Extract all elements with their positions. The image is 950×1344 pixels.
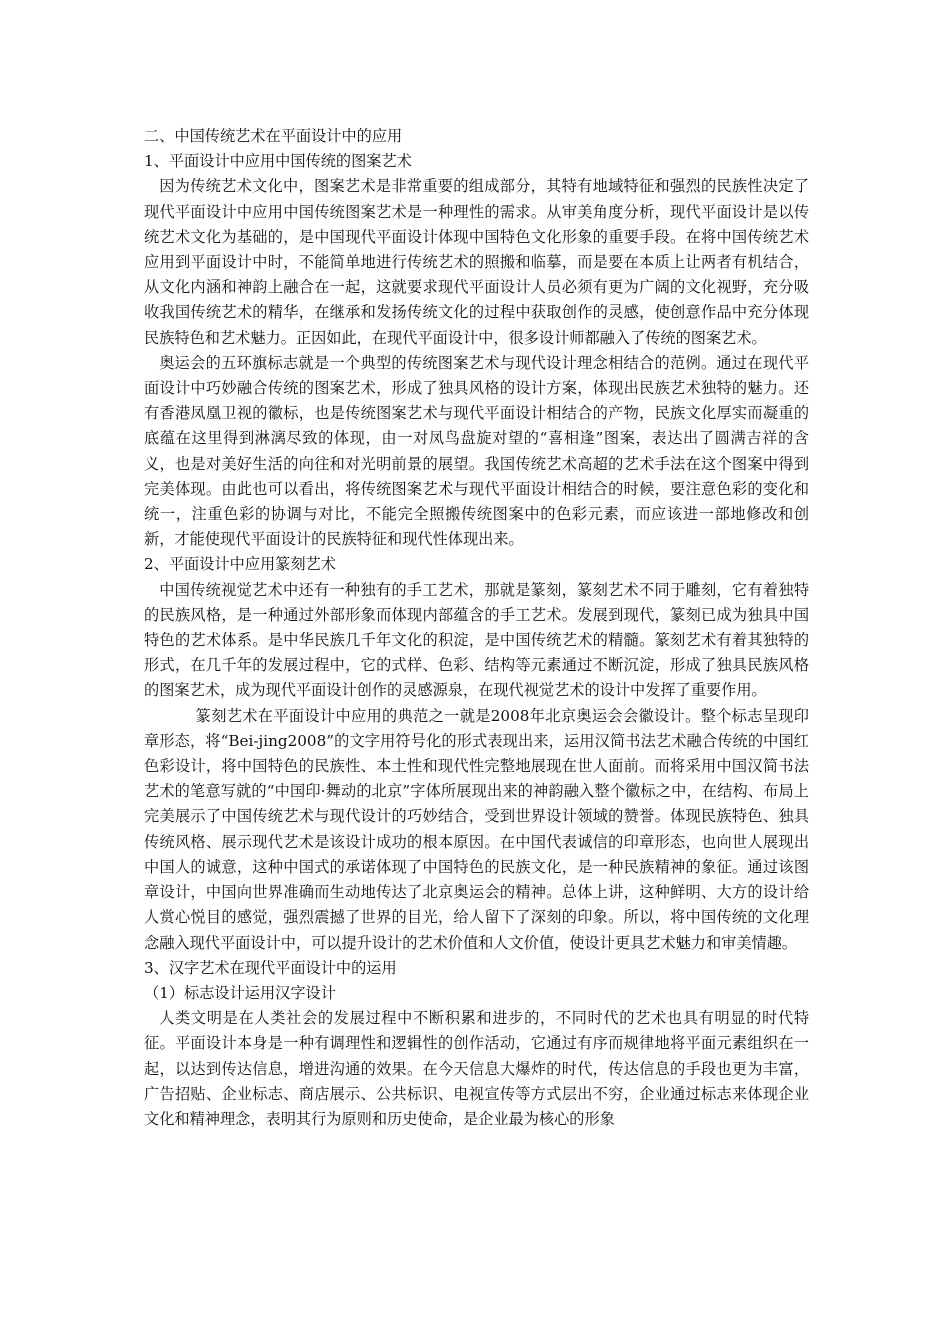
section-title: 二、中国传统艺术在平面设计中的应用 [144,127,403,145]
paragraph-3: 中国传统视觉艺术中还有一种独有的手工艺术，那就是篆刻，篆刻艺术不同于雕刻，它有着独特的民族风格，是一种通过外部形象而体现内部蕴含的手工艺术。发展到现代，篆刻已成为独具中国特色的艺术体系。是中华民族几千年文化的积淀，是中国传统艺术的精髓。篆刻艺术有着其独特的形式，在几千年的发展过程中，它的式样、色彩、结构等元素通过不断沉淀，形成了独具民族风格的图案艺术，成为现代平面设计创作的灵感源泉，在现代视觉艺术的设计中发挥了重要作用。 [144,580,809,700]
subsection-1-title: 1、平面设计中应用中国传统的图案艺术 [144,152,412,171]
paragraph-5: 人类文明是在人类社会的发展过程中不断积累和进步的，不同时代的艺术也具有明显的时代特征。平面设计本身是一种有调理性和逻辑性的创作活动，它通过有序而规律地将平面元素组织在一起，以达到传达信息，增进沟通的效果。在今天信息大爆炸的时代，传达信息的手段也更为丰富，广告招贴、企业标志、商店展示、公共标识、电视宣传等方式层出不穷，企业通过标志来体现企业文化和精神理念，表明其行为原则和历史使命，是企业最为核心的形象 [144,1009,809,1128]
subsection-2-title: 2、平面设计中应用篆刻艺术 [144,555,336,574]
paragraph-4: 篆刻艺术在平面设计中应用的典范之一就是2008年北京奥运会会徽设计。整个标志呈现印章形态，将“Bei-jing2008”的文字用符号化的形式表现出来，运用汉简书法艺术融合传统的中国红色彩设计，将中国特色的民族性、本土性和现代性完整地展现在世人面前。而将采用中国汉简书法艺术的笔意写就的“中国印·舞动的北京”字体所展现出来的神韵融入整个徽标之中，在结构、布局上完美展示了中国传统艺术与现代设计的巧妙结合，受到世界设计领域的赞誉。体现民族特色、独具传统风格、展示现代艺术是该设计成功的根本原因。在中国代表诚信的印章形态，也向世人展现出中国人的诚意，这种中国式的承诺体现了中国特色的民族文化，是一种民族精神的象征。通过该图章设计，中国向世界准确而生动地传达了北京奥运会的精神。总体上讲，这种鲜明、大方的设计给人赏心悦目的感觉，强烈震撼了世界的目光，给人留下了深刻的印象。所以，将中国传统的文化理念融入现代平面设计中，可以提升设计的艺术价值和人文价值，使设计更具艺术魅力和审美情趣。 [144,706,809,952]
document-page [144,124,809,1132]
paragraph-1: 因为传统艺术文化中，图案艺术是非常重要的组成部分，其特有地域特征和强烈的民族性决定了现代平面设计中应用中国传统图案艺术是一种理性的需求。从审美角度分析，现代平面设计是以传统艺术文化为基础的，是中国现代平面设计体现中国特色文化形象的重要手段。在将中国传统艺术应用到平面设计中时，不能简单地进行传统艺术的照搬和临摹，而是要在本质上让两者有机结合，从文化内涵和神韵上融合在一起，这就要求现代平面设计人员必须有更为广阔的文化视野，充分吸收我国传统艺术的精华，在继承和发扬传统文化的过程中获取创作的灵感，使创意作品中充分体现民族特色和艺术魅力。正因如此，在现代平面设计中，很多设计师都融入了传统的图案艺术。 [144,177,809,347]
subsection-3-title: 3、汉字艺术在现代平面设计中的运用 [144,958,397,977]
subsection-3-1-title: （1）标志设计运用汉字设计 [144,983,336,1002]
paragraph-2: 奥运会的五环旗标志就是一个典型的传统图案艺术与现代设计理念相结合的范例。通过在现代平面设计中巧妙融合传统的图案艺术，形成了独具风格的设计方案，体现出民族艺术独特的魅力。还有香港凤凰卫视的徽标，也是传统图案艺术与现代平面设计相结合的产物，民族文化厚实而凝重的底蕴在这里得到淋漓尽致的体现，由一对凤鸟盘旋对望的“喜相逢”图案，表达出了圆满吉祥的含义，也是对美好生活的向往和对光明前景的展望。我国传统艺术高超的艺术手法在这个图案中得到完美体现。由此也可以看出，将传统图案艺术与现代平面设计相结合的时候，要注意色彩的变化和统一，注重色彩的协调与对比，不能完全照搬传统图案中的色彩元素，而应该进一部地修改和创新，才能使现代平面设计的民族特征和现代性体现出来。 [144,353,809,549]
